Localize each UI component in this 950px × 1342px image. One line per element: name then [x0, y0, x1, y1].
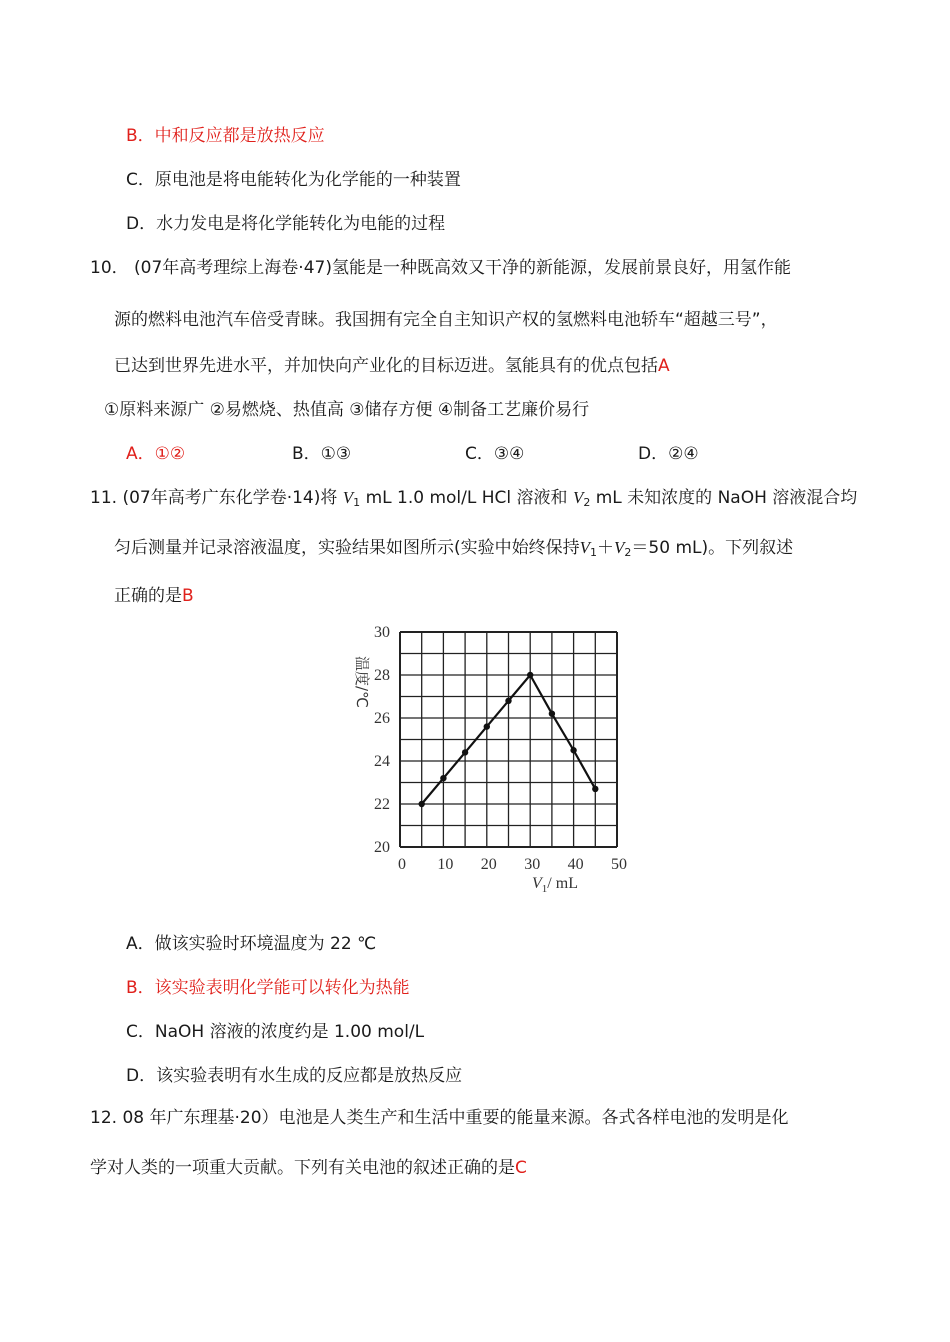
- q10-option-a: A．①②: [126, 444, 186, 464]
- q11-option-c: C．NaOH 溶液的浓度约是 1.00 mol/L: [126, 1022, 425, 1042]
- x-tick-label: 10: [437, 856, 454, 873]
- q10-stem-line3: 已达到世界先进水平，并加快向产业化的目标迈进。氢能具有的优点包括A: [114, 356, 670, 376]
- q10-answer: A: [658, 356, 670, 376]
- q11-stem-line2: 匀后测量并记录溶液温度，实验结果如图所示(实验中始终保持$V_1+V_2=50$ mL)。下列叙述: [114, 538, 794, 559]
- y-tick-label: 30: [374, 624, 390, 641]
- chart-y-ticks: [374, 624, 390, 856]
- y-tick-label: 28: [374, 667, 390, 684]
- q12-answer: C: [515, 1158, 527, 1178]
- q10-option-c: C．③④: [465, 444, 525, 464]
- q10-stem-line2: 源的燃料电池汽车倍受青睐。我国拥有完全自主知识产权的氢燃料电池轿车“超越三号”，: [114, 310, 778, 330]
- q9-option-d: D．水力发电是将化学能转化为电能的过程: [126, 214, 446, 234]
- q11-stem-line3: 正确的是B: [114, 586, 194, 606]
- x-tick-label: 50: [611, 856, 627, 873]
- chart-grid: [400, 632, 617, 847]
- q9-option-c: C．原电池是将电能转化为化学能的一种装置: [126, 170, 461, 190]
- q12-stem-line1: 12. 08 年广东理基·20）电池是人类生产和生活中重要的能量来源。各式各样电池的发明是化: [90, 1108, 789, 1128]
- data-point: [419, 801, 425, 807]
- x-tick-label: 30: [524, 856, 541, 873]
- chart-y-label: 温度/℃: [353, 656, 371, 708]
- q11-option-d: D．该实验表明有水生成的反应都是放热反应: [126, 1066, 463, 1086]
- y-tick-label: 24: [374, 753, 390, 770]
- q10-option-d: D．②④: [638, 444, 699, 464]
- q11-option-a: A．做该实验时环境温度为 22 ℃: [126, 934, 377, 954]
- data-point: [549, 711, 555, 717]
- y-tick-label: 26: [374, 710, 390, 727]
- q12-stem-line2: 学对人类的一项重大贡献。下列有关电池的叙述正确的是C: [90, 1158, 527, 1178]
- data-point: [570, 747, 576, 753]
- q11-answer: B: [182, 586, 194, 606]
- data-point: [484, 723, 490, 729]
- y-tick-label: 22: [374, 796, 390, 813]
- q10-items: ①原料来源广 ②易燃烧、热值高 ③储存方便 ④制备工艺廉价易行: [104, 400, 590, 420]
- data-point: [462, 749, 468, 755]
- q10-stem-line1: 10． (07年高考理综上海卷·47)氢能是一种既高效又干净的新能源，发展前景良好，用氢作能: [90, 258, 791, 278]
- temperature-chart: [330, 620, 640, 895]
- q11-option-b: B．该实验表明化学能可以转化为热能: [126, 978, 410, 998]
- chart-x-ticks: [398, 856, 627, 873]
- x-tick-label: 20: [480, 856, 497, 873]
- chart-x-label: $V_1/$ mL: [532, 875, 578, 895]
- x-tick-label: 0: [398, 856, 406, 873]
- x-tick-label: 40: [567, 856, 584, 873]
- q11-stem-line1: 11. (07年高考广东化学卷·14)将 $V_1$ mL 1.0 mol/L HCl 溶液和 $V_2$ mL 未知浓度的 NaOH 溶液混合均: [90, 488, 858, 509]
- y-tick-label: 20: [374, 839, 390, 856]
- data-point: [527, 672, 533, 678]
- q10-option-b: B．①③: [292, 444, 352, 464]
- data-point: [440, 775, 446, 781]
- q9-option-b: B．中和反应都是放热反应: [126, 126, 325, 146]
- data-point: [505, 698, 511, 704]
- data-point: [592, 786, 598, 792]
